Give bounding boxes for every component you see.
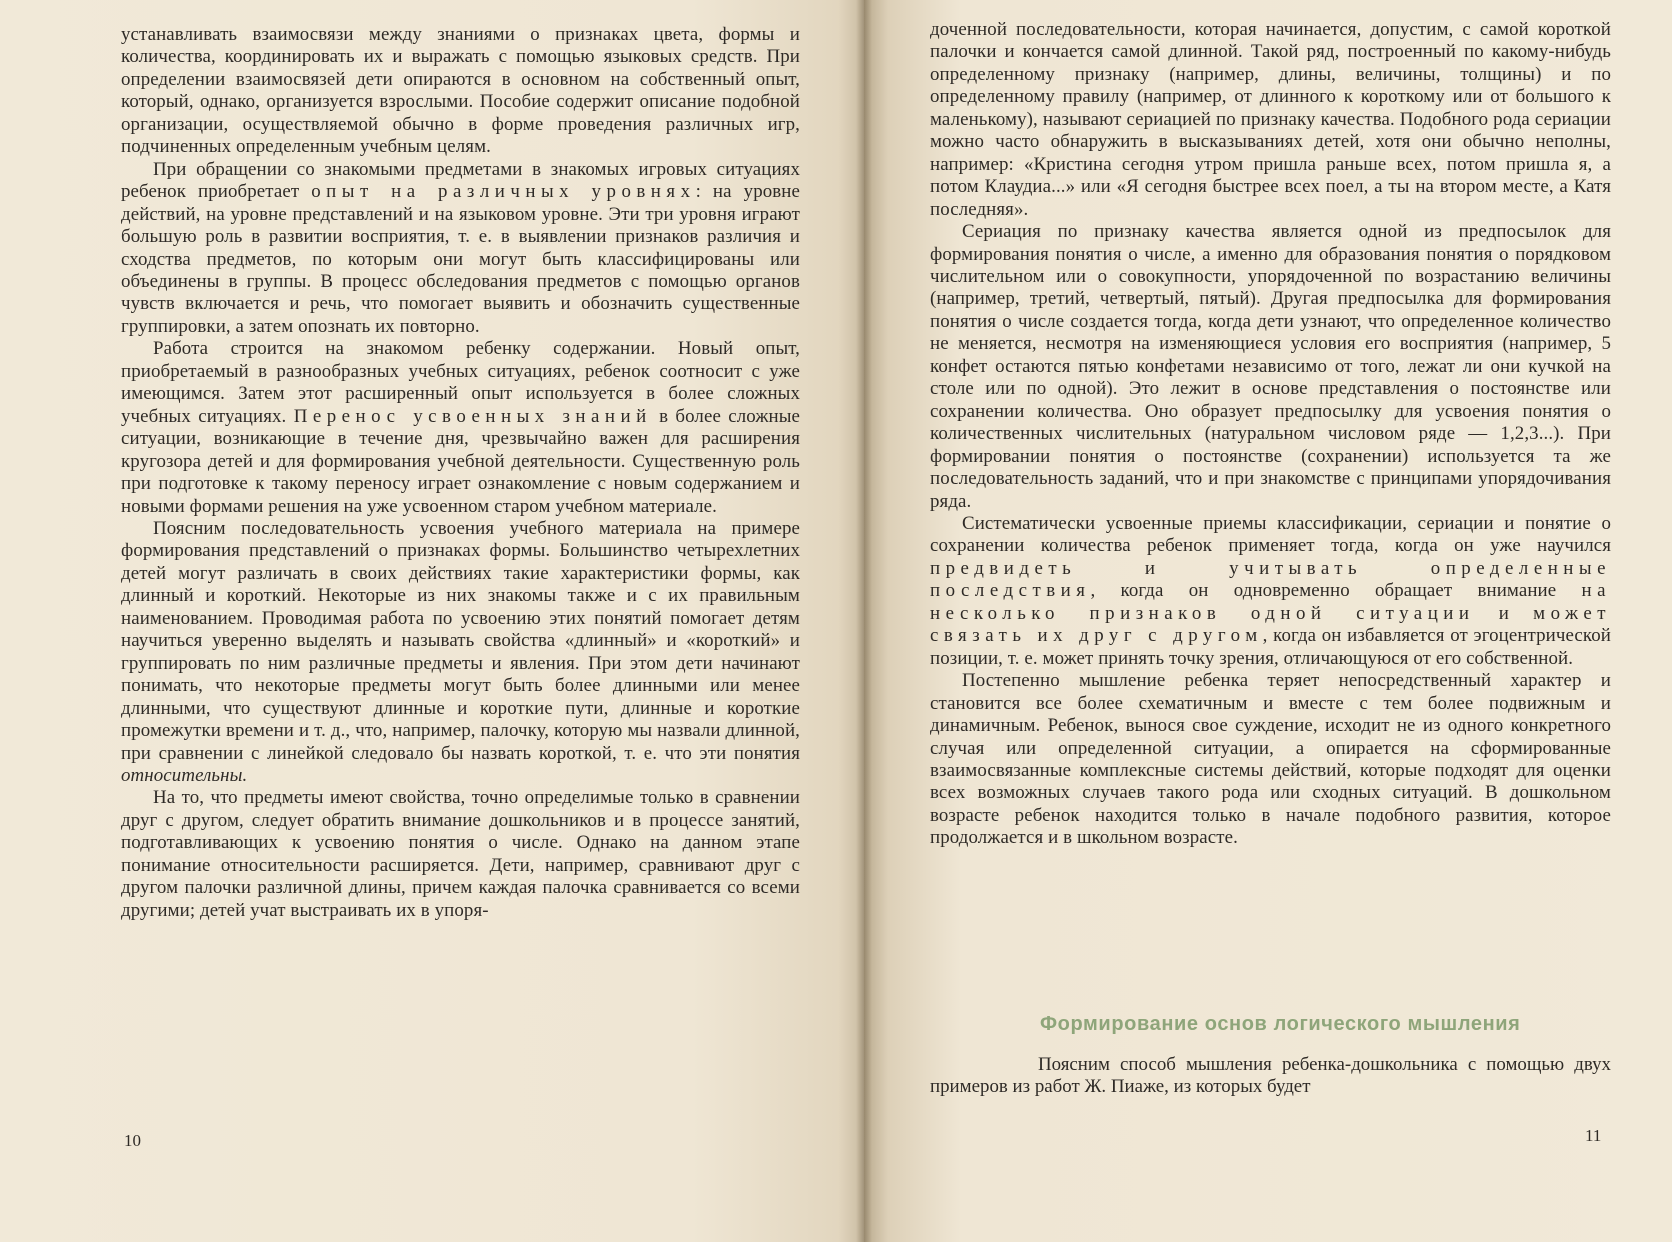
left-page-text bbox=[121, 24, 800, 922]
paragraph bbox=[121, 159, 800, 339]
paragraph: Постепенно мышление ребенка теряет непосредственный характер и становится все более схематичным и вместе с тем более подвижным и динамичным. Ребенок, вынося свое суждение, исходит не из одного конкретного случая или определенной ситуации, а опирается на сформированные взаимосвязанные комплексные системы действий, которые подходят для оценки всех возможных случаев такого рода или сходных ситуаций. В дошкольном возрасте ребенок находится только в начале подобного развития, которое продолжается и в школьном возрасте. bbox=[930, 670, 1611, 849]
paragraph: На то, что предметы имеют свойства, точно определимые только в сравнении друг с другом, следует обратить внимание дошкольников и в процессе занятий, подготавливающих к усвоению понятия о числе. Однако на данном этапе понимание относительности расширяется. Дети, например, сравнивают друг с другом палочки различной длины, причем каждая палочка сравнивается со всеми другими; детей учат выстраивать их в упоря- bbox=[121, 787, 800, 921]
text-run: Поясним последовательность усвоения учебного материала на примере формирования представлений о признаках формы. Большинство четырехлетних детей могут различать в своих действиях такие характеристики формы, как длинный и короткий. Некоторые из них знакомы также и с их правильным наименованием. Проводимая работа по усвоению этих понятий помогает детям научиться уверенно выделять и называть свойства «длинный» и «короткий» и группировать по ним различные предметы и явления. При этом дети начинают понимать, что некоторые предметы могут быть более длинными или менее длинными, что существуют длинные и короткие пути, длинные и короткие промежутки времени и т. д., что, например, палочку, которую мы назвали длинной, при сравнении с линейкой следовало бы назвать короткой, т. е. что эти понятия bbox=[121, 517, 800, 764]
page-number-left: 10 bbox=[124, 1131, 141, 1150]
book-gutter bbox=[856, 0, 872, 1242]
spaced-emphasis: предвидеть и учитывать определенные последствия bbox=[930, 557, 1611, 602]
text-run: : на уровне действий, на уровне представлений и на языковом уровне. Эти три уровня играют большую роль в развитии восприятия, т. е. в выявлении признаков различия и сходства предметов, по которым они могут быть классифицированы или объединены в группы. В процесс обследования предметов с помощью органов чувств включается и речь, что помогает выявить и обозначить существенные группировки, а затем опознать их повторно. bbox=[121, 181, 800, 337]
page-number-right: 11 bbox=[1585, 1126, 1602, 1145]
right-page-text-after-heading bbox=[930, 1054, 1611, 1099]
text-run: , когда он избавляется от эгоцентрической позиции, т. е. может принять точку зрения, отличающуюся от его собственной. bbox=[930, 625, 1611, 669]
paragraph: Поясним способ мышления ребенка-дошкольника с помощью двух примеров из работ Ж. Пиаже, из которых будет bbox=[930, 1054, 1611, 1098]
spaced-emphasis: может связать их друг с другом bbox=[930, 602, 1611, 647]
text-run: При обращении со знакомыми предметами в знакомых игровых ситуациях ребенок приобретает bbox=[121, 158, 800, 203]
italic-emphasis: относительны. bbox=[121, 764, 248, 786]
section-heading: Формирование основ логического мышления bbox=[1040, 1013, 1521, 1035]
right-page-text bbox=[930, 19, 1611, 850]
text-run: Работа строится на знакомом ребенку содержании. Новый опыт, приобретаемый в разнообразных учебных ситуациях, ребенок соотносит с уже имеющимся. Затем этот расширенный опыт используется в более сложных учебных ситуациях. bbox=[121, 338, 800, 427]
paragraph: доченной последовательности, которая начинается, допустим, с самой короткой палочки и кончается самой длинной. Такой ряд, построенный по какому-нибудь определенному признаку (например, длины, величины, толщины) и по определенному правилу (например, от длинного к короткому или от большого к маленькому), называют сериацией по признаку качества. Подобного рода сериации можно часто обнаружить в высказываниях детей, хотя они обычно неполны, например: «Кристина сегодня утром пришла раньше всех, потом пришла я, а потом Клаудиа...» или «Я сегодня быстрее всех поел, а ты на втором месте, а Катя последняя». bbox=[930, 19, 1611, 220]
spaced-emphasis: опыт на различных уровнях bbox=[311, 181, 696, 203]
text-run: и bbox=[1474, 602, 1534, 624]
paragraph bbox=[930, 513, 1611, 670]
text-run: в более сложные ситуации, возникающие в течение дня, чрезвычайно важен для расширения кругозора детей и для формирования учебной деятельности. Существенную роль при подготовке к такому переносу играет ознакомление с новым содержанием и новыми формами решения на уже усвоенном старом учебном материале. bbox=[121, 405, 800, 517]
text-run: Систематически усвоенные приемы классификации, сериации и понятие о сохранении количества ребенок применяет тогда, когда он уже научился bbox=[930, 512, 1611, 557]
paragraph bbox=[121, 518, 800, 787]
spaced-emphasis: на несколько признаков одной ситуации bbox=[930, 580, 1611, 624]
paragraph: устанавливать взаимосвязи между знаниями о признаках цвета, формы и количества, координировать их и выражать с помощью языковых средств. При определении взаимосвязей дети опираются в основном на собственный опыт, который, однако, организуется взрослыми. Пособие содержит описание подобной организации, осуществляемой обычно в форме проведения различных игр, подчиненных определенным учебным целям. bbox=[121, 24, 800, 158]
paragraph bbox=[121, 338, 800, 518]
text-run: , когда он одновременно обращает внимание bbox=[1090, 580, 1582, 602]
paragraph: Сериация по признаку качества является одной из предпосылок для формирования понятия о числе, а именно для образования понятия о порядковом числительном или о совокупности, упорядоченной по возрастанию величины (например, третий, четвертый, пятый). Другая предпосылка для формирования понятия о числе создается тогда, когда дети узнают, что определенное количество не меняется, несмотря на изменяющиеся условия его восприятия (например, 5 конфет остаются пятью конфетами независимо от того, лежат ли они кучкой на столе или по одной). Это лежит в основе представления о постоянстве или сохранении количества. Оно образует предпосылку для усвоения понятия о количественных числительных (натуральном числовом ряде — 1,2,3...). При формировании понятия о постоянстве (сохранении) используется та же последовательность заданий, что и при знакомстве с принципами упорядочивания ряда. bbox=[930, 221, 1611, 512]
spaced-emphasis: Перенос усвоенных знаний bbox=[293, 405, 652, 427]
